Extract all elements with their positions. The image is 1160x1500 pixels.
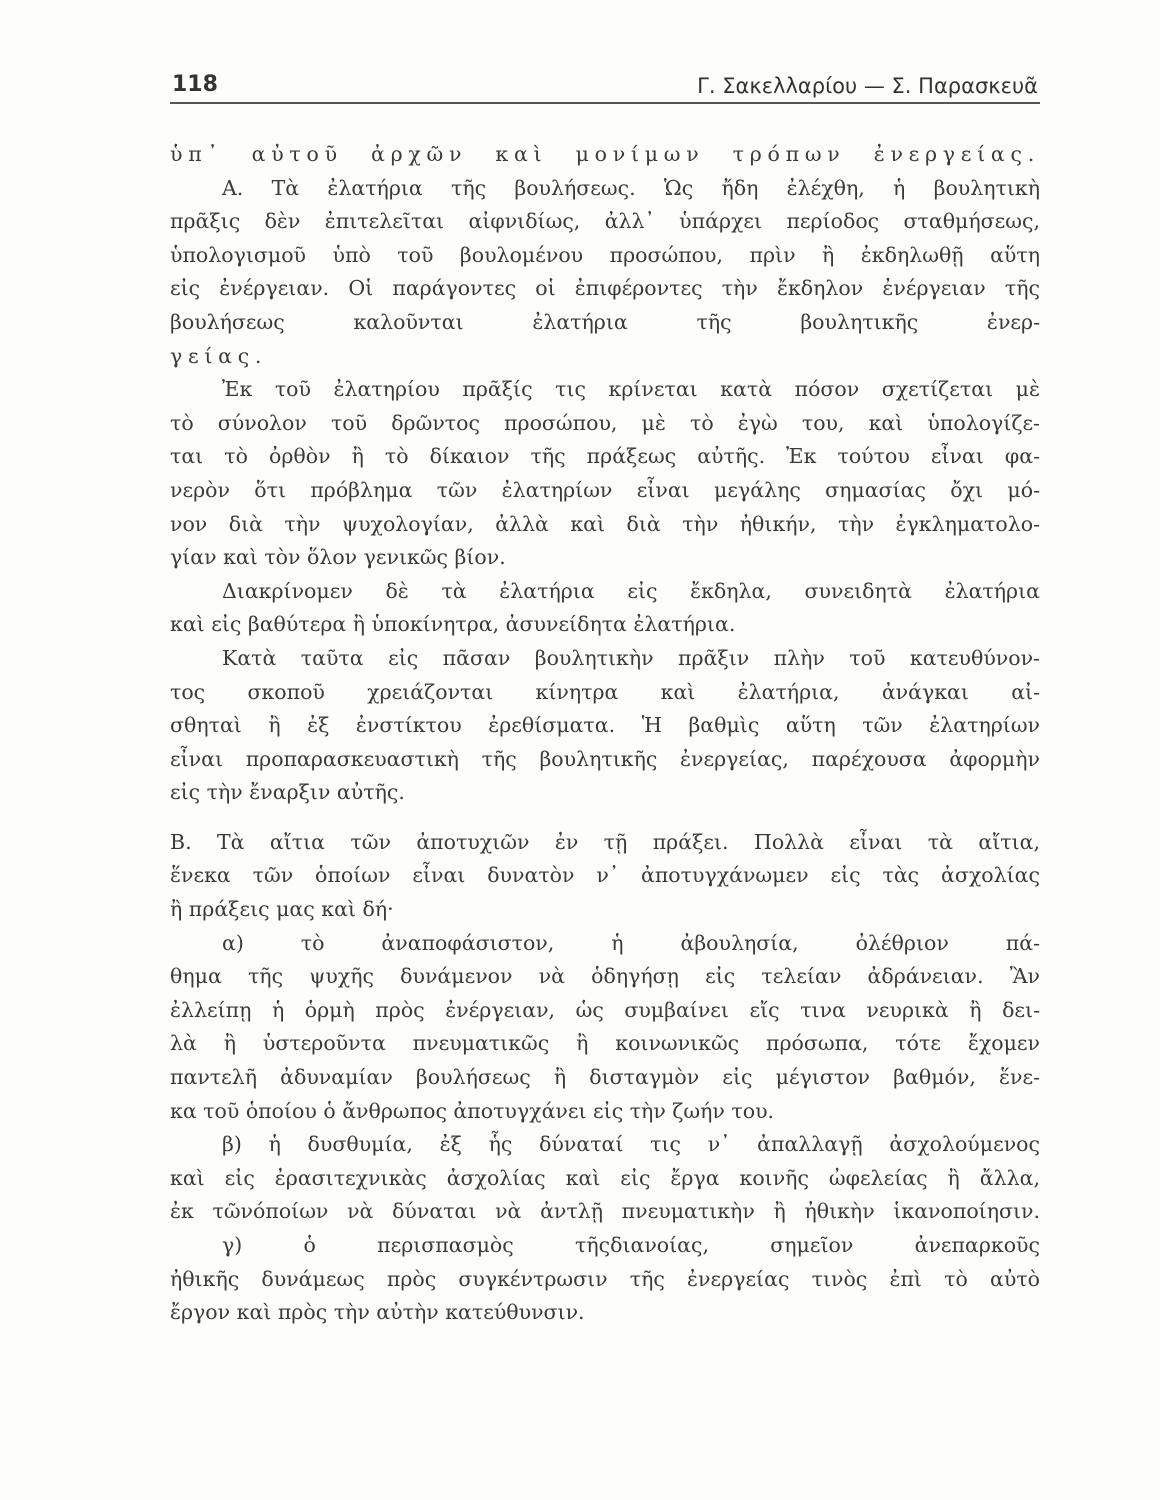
text-line: κα τοῦ ὁποίου ὁ ἄνθρωπος ἀποτυγχάνει εἰς τὴν ζωήν του. <box>170 1098 775 1123</box>
text-line: ται τὸ ὀρθὸν ἢ τὸ δίκαιον τῆς πράξεως αὐτῆς. Ἐκ τούτου εἶναι φα- <box>170 444 1040 469</box>
running-head: Γ. Σακελλαρίου — Σ. Παρασκευᾶ <box>697 74 1038 98</box>
list-item-line: α) τὸ ἀναποφάσιστον, ἡ ἀβουλησία, ὀλέθριον πά- <box>222 930 1040 955</box>
text-line: ὑπ᾽ αὐτοῦ ἀρχῶν καὶ μονίμων τρόπων ἐνεργείας. <box>170 142 1040 166</box>
page-header <box>170 62 1040 104</box>
text-line: θημα τῆς ψυχῆς δυνάμενον νὰ ὁδηγήσῃ εἰς τελείαν ἀδράνειαν. Ἂν <box>170 964 1040 989</box>
list-item-line: γ) ὁ περισπασμὸς τῆςδιανοίας, σημεῖον ἀνεπαρκοῦς <box>222 1233 1040 1257</box>
text-line: νον διὰ τὴν ψυχολογίαν, ἀλλὰ καὶ διὰ τὴν ἠθικήν, τὴν ἐγκληματολο- <box>170 511 1040 536</box>
text-line: εἶναι προπαρασκευαστικὴ τῆς βουλητικῆς ἐνεργείας, παρέχουσα ἀφορμὴν <box>170 746 1040 771</box>
text-line: καὶ εἰς ἐρασιτεχνικὰς ἀσχολίας καὶ εἰς ἔργα κοινῆς ὠφελείας ἢ ἄλλα, <box>170 1165 1040 1190</box>
text-line: καὶ εἰς βαθύτερα ἢ ὑποκίνητρα, ἀσυνείδητα ἐλατήρια. <box>170 612 736 637</box>
page-number: 118 <box>172 72 218 97</box>
text-line: ἠθικῆς δυνάμεως πρὸς συγκέντρωσιν τῆς ἐνεργείας τινὸς ἐπὶ τὸ αὐτὸ <box>170 1266 1040 1291</box>
text-line: ἢ πράξεις μας καὶ δή· <box>170 897 394 922</box>
paragraph-start-line: Διακρίνομεν δὲ τὰ ἐλατήρια εἰς ἔκδηλα, συνειδητὰ ἐλατήρια <box>222 578 1040 603</box>
text-line: βουλήσεως καλοῦνται ἐλατήρια τῆς βουλητικῆς ἐνερ- <box>170 309 1040 334</box>
body-text <box>170 138 1040 1330</box>
text-line: παντελῆ ἀδυναμίαν βουλήσεως ἢ δισταγμὸν εἰς μέγιστον βαθμόν, ἕνε- <box>170 1065 1040 1090</box>
text-line: νερὸν ὅτι πρόβλημα τῶν ἐλατηρίων εἶναι μεγάλης σημασίας ὄχι μό- <box>170 477 1040 502</box>
section-gap <box>170 810 1040 826</box>
text-line: ἔργον καὶ πρὸς τὴν αὐτὴν κατεύθυνσιν. <box>170 1300 585 1325</box>
text-line: γείας. <box>170 343 268 368</box>
paragraph-start-line: Κατὰ ταῦτα εἰς πᾶσαν βουλητικὴν πρᾶξιν πλὴν τοῦ κατευθύνον- <box>222 645 1040 670</box>
text-line: λὰ ἢ ὑστεροῦντα πνευματικῶς ἢ κοινωνικῶς πρόσωπα, τότε ἔχομεν <box>170 1031 1040 1056</box>
text-line: τος σκοποῦ χρειάζονται κίνητρα καὶ ἐλατήρια, ἀνάγκαι αἰ- <box>170 679 1040 704</box>
text-line: εἰς τὴν ἔναρξιν αὐτῆς. <box>170 780 405 805</box>
text-line: τὸ σύνολον τοῦ δρῶντος προσώπου, μὲ τὸ ἐγὼ του, καὶ ὑπολογίζε- <box>170 410 1040 435</box>
list-item-line: β) ἡ δυσθυμία, ἐξ ἧς δύναταί τις ν᾽ ἀπαλλαγῇ ἀσχολούμενος <box>222 1132 1040 1157</box>
text-line: ἐκ τῶνόποίων νὰ δύναται νὰ ἀντλῇ πνευματικὴν ἢ ἠθικὴν ἱκανοποίησιν. <box>170 1199 1040 1224</box>
text-line: εἰς ἐνέργειαν. Οἱ παράγοντες οἱ ἐπιφέροντες τὴν ἔκδηλον ἐνέργειαν τῆς <box>170 276 1040 301</box>
text-line: σθηταὶ ἢ ἐξ ἐνστίκτου ἐρεθίσματα. Ἡ βαθμὶς αὕτη τῶν ἐλατηρίων <box>170 713 1040 738</box>
text-line: ἕνεκα τῶν ὁποίων εἶναι δυνατὸν ν᾽ ἀποτυγχάνωμεν εἰς τὰς ἀσχολίας <box>170 863 1040 888</box>
paragraph-start-line: Ἐκ τοῦ ἐλατηρίου πρᾶξίς τις κρίνεται κατὰ πόσον σχετίζεται μὲ <box>222 377 1040 402</box>
text-line: ἐλλείπῃ ἡ ὁρμὴ πρὸς ἐνέργειαν, ὡς συμβαίνει εἴς τινα νευρικὰ ἢ δει- <box>170 997 1040 1022</box>
text-line: γίαν καὶ τὸν ὅλον γενικῶς βίον. <box>170 545 506 570</box>
book-page <box>170 62 1040 1330</box>
section-heading-line: Β. Τὰ αἴτια τῶν ἀποτυχιῶν ἐν τῇ πράξει. Πολλὰ εἶναι τὰ αἴτια, <box>170 829 1040 854</box>
text-line: πρᾶξις δὲν ἐπιτελεῖται αἰφνιδίως, ἀλλ᾽ ὑπάρχει περίοδος σταθμήσεως, <box>170 209 1040 234</box>
section-heading-line: Α. Τὰ ἐλατήρια τῆς βουλήσεως. Ὡς ἤδη ἐλέχθη, ἡ βουλητικὴ <box>222 175 1040 200</box>
text-line: ὑπολογισμοῦ ὑπὸ τοῦ βουλομένου προσώπου, πρὶν ἢ ἐκδηλωθῇ αὕτη <box>170 242 1040 267</box>
